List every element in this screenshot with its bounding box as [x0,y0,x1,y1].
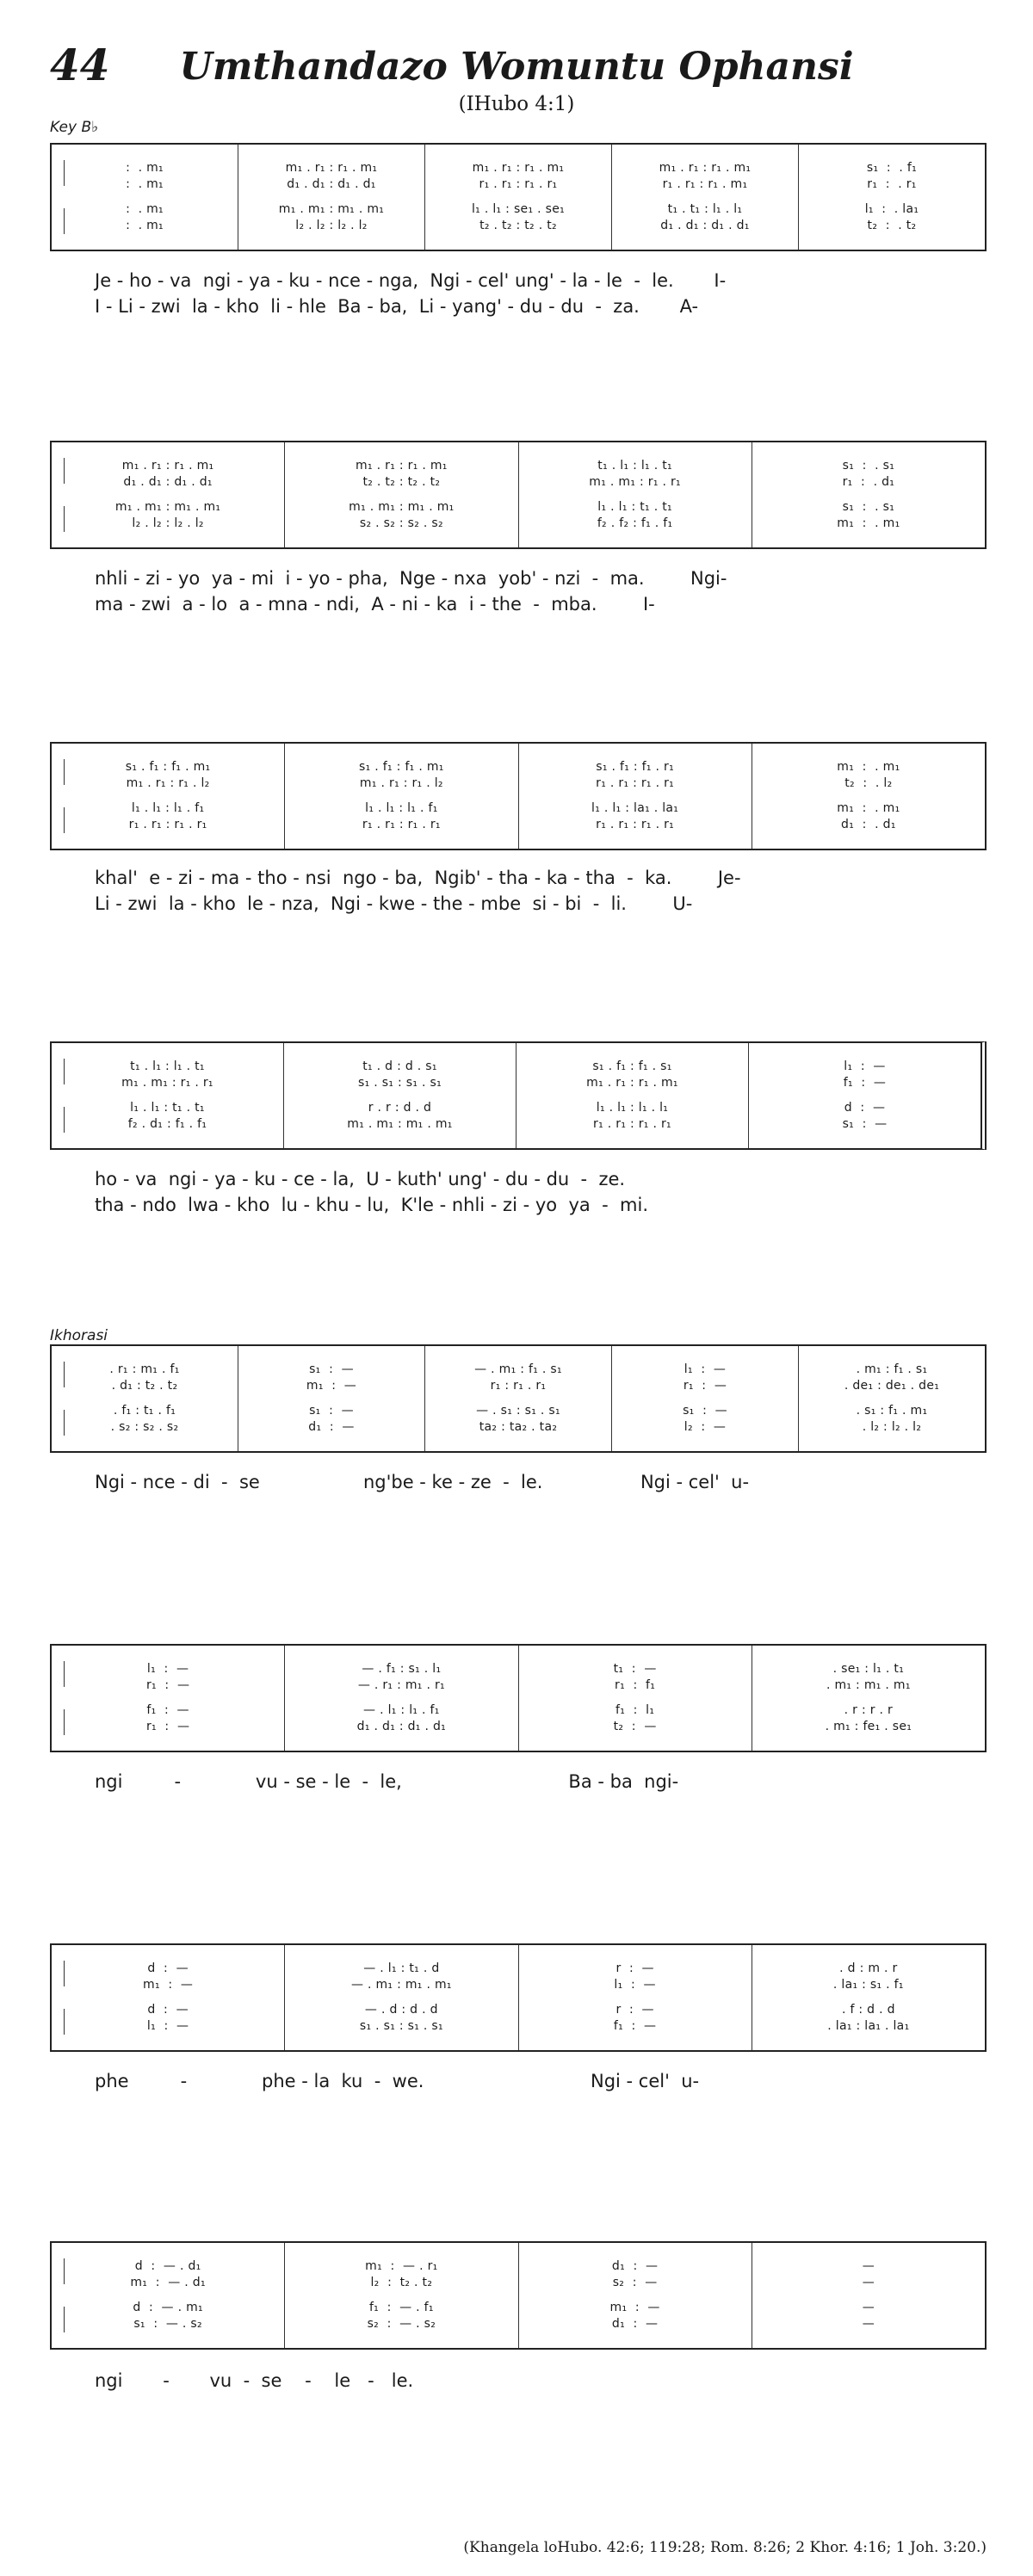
solfa-notes: t₁ : — [613,1662,657,1676]
solfa-notes: s₁ : — [309,1404,354,1418]
solfa-notes: . la₁ : s₁ . f₁ [832,1978,904,1992]
solfa-notes: m₁ . r₁ : r₁ . m₁ [356,459,448,473]
solfa-notes: — [862,2317,875,2331]
solfa-notes: m₁ . m₁ : m₁ . m₁ [347,1117,453,1131]
solfa-notes: d : — . d₁ [134,2259,201,2273]
solfa-notes: s₂ : — [612,2276,658,2289]
lyric-line: Ngi - nce - di - se ng'be - ke - ze - le. Ngi - cel' u- [95,1472,750,1492]
solfa-notes: . f : d . d [841,2003,895,2017]
solfa-notes: s₁ . f₁ : f₁ . r₁ [596,760,675,774]
solfa-notes: d : — . m₁ [133,2301,203,2314]
solfa-notes: r₁ : . d₁ [842,475,895,489]
solfa-notes: — [862,2276,875,2289]
solfa-notes: r₁ : — [145,1678,190,1692]
solfa-notes: r₁ . r₁ : r₁ . m₁ [662,177,748,191]
solfa-notes: m₁ . m₁ : m₁ . m₁ [278,202,385,216]
measure [752,2243,985,2348]
lyric-line: tha - ndo lwa - kho lu - khu - lu, K'le - nhli - zi - yo ya - mi. [95,1195,649,1215]
solfa-notes: s₂ . s₂ : s₂ . s₂ [359,516,443,530]
solfa-notes: . m₁ : f₁ . s₁ [856,1362,928,1376]
part-gap [290,1993,512,2002]
solfa-notes: . m₁ : m₁ . m₁ [826,1678,911,1692]
part-brace [64,1362,65,1387]
solfa-notes: m₁ . r₁ : r₁ . l₂ [126,776,210,790]
solfa-notes: r . r : d . d [368,1101,432,1115]
solfa-notes: — . f₁ : s₁ . l₁ [362,1662,442,1676]
part-gap [57,491,279,499]
part-gap [617,1394,793,1403]
part-gap [804,193,980,201]
solfa-notes: f₁ : — [843,1076,887,1090]
solfa-notes: r₁ : — [683,1379,727,1393]
measure [52,1346,238,1451]
part-gap [57,1694,279,1702]
solfa-notes: f₁ : — [613,2019,657,2033]
solfa-notes: f₁ : — [146,1703,189,1717]
solfa-notes: d₁ . d₁ : d₁ . d₁ [287,177,376,191]
part-gap [57,1394,232,1403]
part-brace [64,208,65,234]
measure [749,1043,980,1148]
part-gap [524,1694,746,1702]
solfa-notes: . se₁ : l₁ . t₁ [832,1662,905,1676]
measure [52,1945,285,2050]
measure [516,1043,749,1148]
part-gap [524,491,746,499]
solfa-notes: : . m₁ [126,161,164,175]
solfa-notes: . m₁ : fe₁ . se₁ [825,1720,912,1733]
lyric-line: Li - zwi la - kho le - nza, Ngi - kwe - the - mbe si - bi - li. U- [95,893,693,914]
solfa-notes: . r₁ : m₁ . f₁ [109,1362,180,1376]
solfa-notes: r₁ . r₁ : r₁ . r₁ [479,177,558,191]
solfa-notes: r₁ . r₁ : r₁ . r₁ [596,818,675,831]
solfa-notes: m₁ : — [143,1978,194,1992]
solfa-notes: m₁ . r₁ : r₁ . l₂ [359,776,443,790]
measure [425,145,612,250]
part-gap [244,1394,419,1403]
solfa-notes: s₁ : — [842,1117,888,1131]
measure [799,1346,985,1451]
solfa-notes: m₁ . r₁ : r₁ . m₁ [472,161,565,175]
solfa-notes: — . l₁ : t₁ . d [363,1961,440,1975]
measure [519,1945,752,2050]
part-gap [524,2291,746,2300]
solfa-notes: r₁ : — [145,1720,190,1733]
lyric-line: nhli - zi - yo ya - mi i - yo - pha, Nge - nxa yob' - nzi - ma. Ngi- [95,568,727,589]
staff-system [50,1041,987,1150]
part-brace [64,2009,65,2035]
solfa-notes: s₁ . f₁ : f₁ . m₁ [125,760,211,774]
solfa-notes: d₁ . d₁ : d₁ . d₁ [356,1720,447,1733]
solfa-notes: m₁ : . m₁ [837,801,900,815]
measure [238,145,425,250]
solfa-notes: l₁ . l₁ : l₁ . l₁ [596,1101,669,1115]
solfa-notes: d₁ : — [611,2317,659,2331]
solfa-notes: m₁ : — [609,2301,660,2314]
solfa-notes: : . m₁ [126,177,164,191]
solfa-notes: r₁ . r₁ : r₁ . r₁ [596,776,675,790]
part-gap [244,193,419,201]
part-brace [64,1107,65,1133]
measure [612,145,799,250]
solfa-notes: l₁ : — [146,2019,189,2033]
solfa-notes: r₁ . r₁ : r₁ . r₁ [362,818,441,831]
solfa-notes: l₁ . l₁ : se₁ . se₁ [471,202,566,216]
key-signature: Key B♭ [50,119,99,136]
part-gap [804,1394,980,1403]
solfa-notes: d₁ : — [611,2259,659,2273]
part-gap [290,792,512,800]
measure [52,744,285,849]
solfa-notes: t₁ . l₁ : l₁ . t₁ [597,459,672,473]
part-brace [64,1961,65,1986]
measure [752,1646,985,1751]
staff-system [50,143,987,251]
solfa-notes: m₁ : . m₁ [837,516,900,530]
solfa-notes: d₁ . d₁ : d₁ . d₁ [660,219,750,232]
solfa-notes: r : — [615,2003,654,2017]
staff-system [50,2241,987,2350]
part-gap [617,193,793,201]
solfa-notes: l₂ . l₂ : l₂ . l₂ [295,219,368,232]
solfa-notes: m₁ . r₁ : r₁ . m₁ [285,161,378,175]
solfa-notes: — . m₁ : f₁ . s₁ [474,1362,562,1376]
solfa-notes: l₂ : t₂ . t₂ [370,2276,433,2289]
solfa-notes: d₁ : — [308,1420,355,1434]
solfa-notes: f₂ . f₂ : f₁ . f₁ [597,516,673,530]
solfa-notes: f₁ : — . f₁ [368,2301,434,2314]
solfa-notes: l₁ . l₁ : l₁ . f₁ [365,801,438,815]
solfa-notes: t₂ . t₂ : t₂ . t₂ [479,219,557,232]
part-brace [64,2307,65,2332]
part-gap [758,1694,980,1702]
part-gap [289,1091,510,1100]
solfa-notes: d : — [147,1961,189,1975]
solfa-notes: t₂ . t₂ : t₂ . t₂ [362,475,441,489]
solfa-notes: l₁ : — [844,1059,886,1073]
scripture-reference: (Khangela loHubo. 42:6; 119:28; Rom. 8:26; 2 Khor. 4:16; 1 Joh. 3:20.) [463,2539,987,2556]
lyric-line: ngi - vu - se - le - le. [95,2370,414,2391]
solfa-notes: m₁ . r₁ : r₁ . m₁ [659,161,752,175]
solfa-notes: — [862,2259,875,2273]
solfa-notes: — . d : d . d [364,2003,438,2017]
staff-system [50,1943,987,2052]
solfa-notes: — . l₁ : l₁ . f₁ [363,1703,440,1717]
part-gap [430,1394,606,1403]
measure [519,744,752,849]
solfa-notes: f₂ . d₁ : f₁ . f₁ [127,1117,207,1131]
solfa-notes: t₂ : — [613,1720,657,1733]
measure [284,1043,516,1148]
solfa-notes: s₁ : . f₁ [866,161,918,175]
measure [285,442,518,547]
measure [52,1043,284,1148]
measure [285,1646,518,1751]
part-gap [57,2291,279,2300]
part-gap [57,792,279,800]
part-brace [64,1709,65,1735]
lyric-line: ngi - vu - se - le - le, Ba - ba ngi- [95,1771,679,1792]
staff-system [50,1344,987,1453]
part-gap [57,1091,278,1100]
solfa-notes: f₁ : l₁ [615,1703,655,1717]
part-gap [754,1091,975,1100]
solfa-notes: s₁ . f₁ : f₁ . m₁ [359,760,444,774]
solfa-notes: . de₁ : de₁ . de₁ [844,1379,940,1393]
solfa-notes: . r : r . r [844,1703,894,1717]
solfa-notes: s₂ : — . s₂ [367,2317,436,2331]
solfa-notes: d₁ : . d₁ [841,818,896,831]
solfa-notes: m₁ . m₁ : r₁ . r₁ [121,1076,213,1090]
part-gap [758,1993,980,2002]
solfa-notes: . s₂ : s₂ . s₂ [110,1420,179,1434]
measure [238,1346,425,1451]
solfa-notes: l₁ : . la₁ [864,202,919,216]
part-brace [64,2258,65,2284]
part-brace [64,458,65,484]
part-brace [64,807,65,833]
solfa-notes: l₁ . l₁ : t₁ . t₁ [130,1101,205,1115]
part-brace [64,1059,65,1084]
solfa-notes: s₁ : — [309,1362,354,1376]
solfa-notes: : . m₁ [126,202,164,216]
measure [519,2243,752,2348]
chorus-label: Ikhorasi [50,1327,108,1344]
part-gap [522,1091,743,1100]
lyric-line: ho - va ngi - ya - ku - ce - la, U - kuth' ung' - du - du - ze. [95,1169,626,1189]
solfa-notes: . s₁ : f₁ . m₁ [856,1404,928,1418]
staff-system [50,1644,987,1752]
part-brace [64,1410,65,1436]
measure [519,442,752,547]
solfa-notes: : . m₁ [126,219,164,232]
solfa-notes: l₁ : — [684,1362,727,1376]
solfa-notes: l₁ : — [146,1662,189,1676]
solfa-notes: ta₂ : ta₂ . ta₂ [479,1420,558,1434]
solfa-notes: d : — [844,1101,886,1115]
part-brace [64,759,65,785]
solfa-notes: l₁ : — [614,1978,656,1992]
solfa-notes: r : — [615,1961,654,1975]
lyric-line: I - Li - zwi la - kho li - hle Ba - ba, Li - yang' - du - du - za. A- [95,296,699,317]
measure [52,442,285,547]
part-gap [290,491,512,499]
solfa-notes: l₂ . l₂ : l₂ . l₂ [132,516,204,530]
solfa-notes: m₁ . m₁ : m₁ . m₁ [114,500,221,514]
solfa-notes: r₁ : . r₁ [867,177,917,191]
solfa-notes: m₁ . r₁ : r₁ . m₁ [121,459,214,473]
measure [52,1646,285,1751]
solfa-notes: m₁ : . m₁ [837,760,900,774]
part-gap [290,1694,512,1702]
solfa-notes: m₁ : — . r₁ [365,2259,438,2273]
solfa-notes: m₁ : — . d₁ [130,2276,206,2289]
solfa-notes: l₂ : — [684,1420,727,1434]
solfa-notes: t₂ : . t₂ [867,219,917,232]
measure [752,744,985,849]
solfa-notes: — . m₁ : m₁ . m₁ [350,1978,452,1992]
solfa-notes: d₁ . d₁ : d₁ . d₁ [123,475,213,489]
measure [799,145,985,250]
solfa-notes: s₁ : — [683,1404,727,1418]
solfa-notes: m₁ . m₁ : m₁ . m₁ [349,500,455,514]
lyric-line: phe - phe - la ku - we. Ngi - cel' u- [95,2071,700,2091]
solfa-notes: . d : m . r [839,1961,898,1975]
part-gap [758,792,980,800]
measure [285,1945,518,2050]
part-gap [758,491,980,499]
part-gap [57,193,232,201]
solfa-notes: . la₁ : la₁ . la₁ [827,2019,910,2033]
hymn-subtitle: (IHubo 4:1) [458,93,575,115]
solfa-notes: t₁ . t₁ : l₁ . l₁ [667,202,743,216]
measure [752,1945,985,2050]
part-brace [64,160,65,186]
solfa-notes: r₁ . r₁ : r₁ . r₁ [128,818,207,831]
part-gap [290,2291,512,2300]
solfa-notes: r₁ : r₁ . r₁ [490,1379,547,1393]
solfa-notes: t₁ . l₁ : l₁ . t₁ [130,1059,205,1073]
solfa-notes: — [862,2301,875,2314]
solfa-notes: s₁ : — . s₂ [133,2317,202,2331]
solfa-notes: — . s₁ : s₁ . s₁ [476,1404,560,1418]
solfa-notes: m₁ . r₁ : r₁ . m₁ [586,1076,678,1090]
solfa-notes: m₁ : — [306,1379,357,1393]
measure [612,1346,799,1451]
lyric-line: Je - ho - va ngi - ya - ku - nce - nga, Ngi - cel' ung' - la - le - le. I- [95,270,727,291]
solfa-notes: r₁ . r₁ : r₁ . r₁ [593,1117,671,1131]
part-brace [64,1661,65,1687]
solfa-notes: . d₁ : t₂ . t₂ [111,1379,178,1393]
measure [752,442,985,547]
lyric-line: ma - zwi a - lo a - mna - ndi, A - ni - ka i - the - mba. I- [95,594,655,615]
measure [285,2243,518,2348]
hymn-title: Umthandazo Womuntu Ophansi [179,45,854,89]
solfa-notes: l₁ . l₁ : l₁ . f₁ [131,801,205,815]
solfa-notes: s₁ . f₁ : f₁ . s₁ [592,1059,672,1073]
solfa-notes: — . r₁ : m₁ . r₁ [357,1678,445,1692]
measure [519,1646,752,1751]
part-gap [57,1993,279,2002]
part-gap [758,2291,980,2300]
solfa-notes: d : — [147,2003,189,2017]
solfa-notes: s₁ : . s₁ [842,500,895,514]
measure [425,1346,612,1451]
lyric-line: khal' e - zi - ma - tho - nsi ngo - ba, Ngib' - tha - ka - tha - ka. Je- [95,868,741,888]
measure [285,744,518,849]
solfa-notes: r₁ : f₁ [615,1678,656,1692]
staff-system [50,742,987,850]
solfa-notes: s₁ . s₁ : s₁ . s₁ [359,2019,443,2033]
part-brace [64,506,65,532]
solfa-notes: t₂ : . l₂ [844,776,893,790]
part-gap [430,193,606,201]
solfa-notes: l₁ . l₁ : t₁ . t₁ [597,500,672,514]
solfa-notes: t₁ . d : d . s₁ [362,1059,437,1073]
solfa-notes: m₁ . m₁ : r₁ . r₁ [589,475,681,489]
measure [52,145,238,250]
solfa-notes: s₁ : . s₁ [842,459,895,473]
solfa-notes: . f₁ : t₁ . f₁ [113,1404,176,1418]
solfa-notes: l₁ . l₁ : la₁ . la₁ [591,801,679,815]
staff-system [50,441,987,549]
solfa-notes: s₁ . s₁ : s₁ . s₁ [357,1076,442,1090]
measure [52,2243,285,2348]
solfa-notes: . l₂ : l₂ . l₂ [862,1420,922,1434]
part-gap [524,792,746,800]
part-gap [524,1993,746,2002]
hymn-number: 44 [50,40,110,90]
